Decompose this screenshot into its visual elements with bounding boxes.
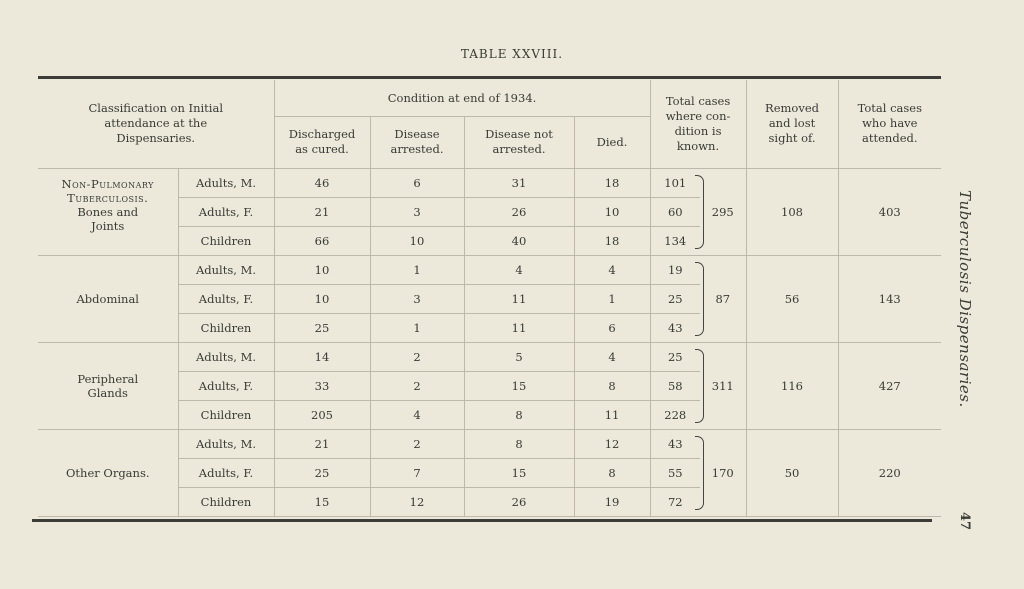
removed-cell: 108 — [746, 168, 838, 255]
row-total-value: 43 — [667, 320, 683, 335]
arrested-cell: 4 — [370, 400, 464, 429]
arrested-cell: 7 — [370, 458, 464, 487]
top-rule — [38, 76, 941, 79]
row-total-cell — [650, 226, 700, 255]
row-total-cell — [650, 197, 700, 226]
row-total-cell — [650, 168, 700, 197]
not-arrested-cell: 15 — [464, 458, 574, 487]
category-cell: Adults, F. — [178, 458, 274, 487]
not-arrested-cell: 8 — [464, 400, 574, 429]
died-cell: 4 — [574, 342, 650, 371]
category-cell: Children — [178, 487, 274, 516]
row-total-cell — [650, 342, 700, 371]
table-row — [38, 168, 941, 197]
attended-cell: 143 — [838, 255, 941, 342]
group-label-line: Peripheral — [77, 371, 139, 386]
row-total-value: 25 — [667, 349, 683, 364]
removed-cell: 56 — [746, 255, 838, 342]
died-cell: 8 — [574, 371, 650, 400]
header-removed: Removed and lost sight of. — [746, 80, 838, 168]
row-total-value: 58 — [667, 378, 683, 393]
discharged-cell: 21 — [274, 197, 370, 226]
died-cell: 1 — [574, 284, 650, 313]
category-cell: Children — [178, 400, 274, 429]
row-total-cell — [650, 458, 700, 487]
row-total-value: 43 — [667, 436, 683, 451]
row-total-value: 60 — [667, 204, 683, 219]
page-number: 47 — [957, 512, 972, 531]
row-total-value: 55 — [667, 465, 683, 480]
arrested-cell: 2 — [370, 371, 464, 400]
group-label — [38, 342, 178, 429]
group-label-line: Glands — [87, 385, 128, 400]
removed-cell: 116 — [746, 342, 838, 429]
category-cell: Adults, F. — [178, 284, 274, 313]
category-cell: Children — [178, 226, 274, 255]
died-cell: 11 — [574, 400, 650, 429]
row-total-cell — [650, 400, 700, 429]
header-classification: Classification on Initial attendance at the Dispensaries. — [38, 80, 274, 168]
died-cell: 4 — [574, 255, 650, 284]
discharged-cell: 33 — [274, 371, 370, 400]
row-total-cell — [650, 255, 700, 284]
attended-cell: 403 — [838, 168, 941, 255]
side-caption: Tuberculosis Dispensaries. — [956, 190, 974, 408]
row-total-cell — [650, 284, 700, 313]
row-total-value: 101 — [664, 175, 687, 190]
arrested-cell: 10 — [370, 226, 464, 255]
group-total-cell: 87 — [700, 255, 746, 342]
not-arrested-cell: 31 — [464, 168, 574, 197]
results-table — [38, 80, 941, 517]
died-cell: 19 — [574, 487, 650, 516]
arrested-cell: 2 — [370, 429, 464, 458]
table-row — [38, 255, 941, 284]
group-total-cell: 311 — [700, 342, 746, 429]
header-discharged: Discharged as cured. — [274, 116, 370, 168]
removed-cell: 50 — [746, 429, 838, 516]
discharged-cell: 25 — [274, 313, 370, 342]
group-label-line: Tuberculosis. — [67, 190, 149, 205]
category-cell: Adults, F. — [178, 371, 274, 400]
arrested-cell: 2 — [370, 342, 464, 371]
not-arrested-cell: 11 — [464, 284, 574, 313]
arrested-cell: 3 — [370, 197, 464, 226]
discharged-cell: 66 — [274, 226, 370, 255]
arrested-cell: 1 — [370, 255, 464, 284]
group-label — [38, 429, 178, 516]
died-cell: 18 — [574, 226, 650, 255]
arrested-cell: 1 — [370, 313, 464, 342]
died-cell: 10 — [574, 197, 650, 226]
row-total-cell — [650, 429, 700, 458]
discharged-cell: 14 — [274, 342, 370, 371]
header-condition-group: Condition at end of 1934. — [274, 80, 650, 116]
table-body — [38, 168, 941, 516]
discharged-cell: 10 — [274, 255, 370, 284]
group-label-line: Non-Pulmonary — [61, 176, 154, 191]
row-total-value: 25 — [667, 291, 683, 306]
header-not-arrested: Disease not arrested. — [464, 116, 574, 168]
row-total-cell — [650, 313, 700, 342]
group-total-cell: 170 — [700, 429, 746, 516]
group-label — [38, 255, 178, 342]
category-cell: Adults, M. — [178, 429, 274, 458]
not-arrested-cell: 8 — [464, 429, 574, 458]
not-arrested-cell: 11 — [464, 313, 574, 342]
not-arrested-cell: 5 — [464, 342, 574, 371]
row-total-cell — [650, 371, 700, 400]
not-arrested-cell: 40 — [464, 226, 574, 255]
group-label — [38, 168, 178, 255]
header-arrested: Disease arrested. — [370, 116, 464, 168]
discharged-cell: 10 — [274, 284, 370, 313]
table-title: TABLE XXVIII. — [460, 47, 564, 61]
arrested-cell: 3 — [370, 284, 464, 313]
attended-cell: 427 — [838, 342, 941, 429]
died-cell: 12 — [574, 429, 650, 458]
arrested-cell: 12 — [370, 487, 464, 516]
group-label-line: Bones and — [77, 204, 139, 219]
table-row — [38, 342, 941, 371]
attended-cell: 220 — [838, 429, 941, 516]
not-arrested-cell: 4 — [464, 255, 574, 284]
not-arrested-cell: 26 — [464, 487, 574, 516]
died-cell: 18 — [574, 168, 650, 197]
group-total-cell: 295 — [700, 168, 746, 255]
discharged-cell: 46 — [274, 168, 370, 197]
discharged-cell: 205 — [274, 400, 370, 429]
discharged-cell: 21 — [274, 429, 370, 458]
header-total-attended: Total cases who have attended. — [838, 80, 941, 168]
row-total-value: 19 — [667, 262, 683, 277]
header-died: Died. — [574, 116, 650, 168]
row-total-value: 72 — [667, 494, 683, 509]
header-total-known: Total cases where con- dition is known. — [650, 80, 746, 168]
died-cell: 6 — [574, 313, 650, 342]
row-total-cell — [650, 487, 700, 516]
category-cell: Adults, F. — [178, 197, 274, 226]
group-label-line: Abdominal — [76, 291, 139, 306]
discharged-cell: 15 — [274, 487, 370, 516]
category-cell: Adults, M. — [178, 168, 274, 197]
not-arrested-cell: 26 — [464, 197, 574, 226]
not-arrested-cell: 15 — [464, 371, 574, 400]
category-cell: Children — [178, 313, 274, 342]
category-cell: Adults, M. — [178, 342, 274, 371]
row-total-value: 134 — [664, 233, 687, 248]
table-row — [38, 429, 941, 458]
group-label-line: Other Organs. — [65, 465, 150, 480]
arrested-cell: 6 — [370, 168, 464, 197]
category-cell: Adults, M. — [178, 255, 274, 284]
group-label-line: Joints — [91, 218, 125, 233]
discharged-cell: 25 — [274, 458, 370, 487]
died-cell: 8 — [574, 458, 650, 487]
bottom-rule — [32, 519, 932, 522]
row-total-value: 228 — [664, 407, 687, 422]
